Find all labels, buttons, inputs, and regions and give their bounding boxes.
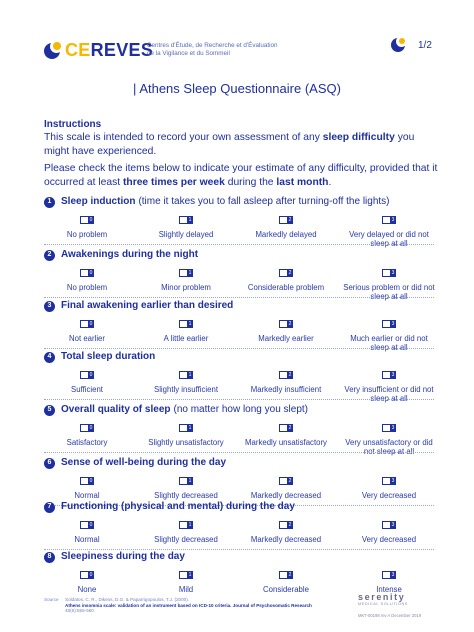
question-header	[44, 249, 434, 261]
answer-checkbox[interactable]	[80, 269, 94, 277]
question-label: Overall quality of sleep	[61, 404, 171, 415]
answer-option[interactable]	[39, 264, 135, 292]
cereves-logo	[44, 40, 153, 61]
question-number-badge: 1	[44, 197, 55, 208]
answer-options	[44, 315, 434, 352]
score-value: 0	[89, 522, 93, 528]
answer-label: Markedly delayed	[255, 230, 317, 239]
answer-label: Slightly delayed	[158, 230, 214, 239]
question-note: (no matter how long you slept)	[173, 404, 308, 415]
answer-label: Much earlier or did not sleep at all	[350, 334, 428, 352]
score-value: 2	[288, 270, 292, 276]
answer-checkbox[interactable]	[382, 371, 396, 379]
question-number-badge: 4	[44, 352, 55, 363]
answer-checkbox[interactable]	[80, 424, 94, 432]
answer-option[interactable]	[341, 472, 437, 500]
answer-option[interactable]	[138, 419, 234, 447]
question-8	[44, 551, 434, 596]
answer-option[interactable]	[39, 315, 135, 343]
answer-label: Very decreased	[361, 535, 417, 544]
question-note: (time it takes you to fall asleep after turning-off the lights)	[138, 196, 390, 207]
answer-checkbox[interactable]	[382, 424, 396, 432]
answer-option[interactable]	[341, 419, 437, 456]
score-value: 1	[188, 425, 192, 431]
score-value: 1	[188, 572, 192, 578]
answer-option[interactable]	[138, 315, 234, 343]
answer-option[interactable]	[138, 472, 234, 500]
question-label: Sleepiness during the day	[61, 551, 185, 562]
answer-checkbox[interactable]	[382, 477, 396, 485]
question-number-badge: 8	[44, 552, 55, 563]
score-value: 1	[188, 372, 192, 378]
answer-option[interactable]	[39, 472, 135, 500]
answer-checkbox[interactable]	[179, 320, 193, 328]
answer-option[interactable]	[341, 366, 437, 403]
score-value: 0	[89, 217, 93, 223]
answer-checkbox[interactable]	[179, 477, 193, 485]
answer-option[interactable]	[39, 366, 135, 394]
answer-option[interactable]	[138, 211, 234, 239]
question-label: Awakenings during the night	[61, 249, 199, 260]
answer-option[interactable]	[138, 516, 234, 544]
answer-option[interactable]	[238, 211, 334, 239]
answer-label: Sufficient	[71, 385, 103, 394]
question-header	[44, 501, 434, 513]
answer-label: Slightly insufficient	[154, 385, 218, 394]
footer-citation: Soldatos, C. R., Dikeos, D.G. & Paparrigopoulos, T.J. (2000). Athens insomnia scale: validation of an instrument based on ICD-10 criteria. Journal of Psychosomatic Research 48(6):555-560	[65, 597, 312, 614]
score-value: 3	[391, 425, 395, 431]
answer-option[interactable]	[238, 264, 334, 292]
serenity-logo: serenity	[358, 592, 406, 602]
answer-checkbox[interactable]	[80, 216, 94, 224]
answer-option[interactable]	[238, 516, 334, 544]
answer-option[interactable]	[39, 516, 135, 544]
answer-checkbox[interactable]	[279, 216, 293, 224]
logo-reves-text: REVES	[90, 40, 154, 60]
score-value: 2	[288, 572, 292, 578]
question-label: Functioning (physical and mental) during the day	[61, 501, 295, 512]
score-value: 0	[89, 270, 93, 276]
answer-label: Not earlier	[69, 334, 105, 343]
answer-checkbox[interactable]	[279, 371, 293, 379]
answer-options	[44, 211, 434, 248]
question-divider	[44, 452, 434, 453]
answer-options	[44, 419, 434, 456]
answer-options	[44, 366, 434, 403]
instructions-paragraph-2: Please check the items below to indicate your estimate of any difficulty, provided that it occurred at least three times per week during the last month.	[44, 163, 438, 188]
question-header	[44, 196, 434, 208]
question-header	[44, 300, 434, 312]
answer-option[interactable]	[341, 516, 437, 544]
answer-checkbox[interactable]	[279, 269, 293, 277]
score-value: 2	[288, 522, 292, 528]
score-value: 2	[288, 372, 292, 378]
answer-label: Considerable	[263, 585, 309, 594]
question-3	[44, 300, 434, 352]
answer-option[interactable]	[341, 211, 437, 248]
answer-checkbox[interactable]	[382, 216, 396, 224]
answer-checkbox[interactable]	[382, 521, 396, 529]
answer-checkbox[interactable]	[279, 320, 293, 328]
question-number-badge: 2	[44, 250, 55, 261]
score-value: 3	[391, 321, 395, 327]
answer-label: Normal	[74, 491, 100, 500]
answer-label: Markedly earlier	[258, 334, 314, 343]
answer-label: Slightly decreased	[154, 535, 218, 544]
score-value: 2	[288, 478, 292, 484]
answer-checkbox[interactable]	[279, 477, 293, 485]
question-6	[44, 457, 434, 502]
score-value: 3	[391, 270, 395, 276]
answer-checkbox[interactable]	[179, 371, 193, 379]
answer-label: A little earlier	[163, 334, 209, 343]
score-value: 0	[89, 425, 93, 431]
answer-option[interactable]	[238, 366, 334, 394]
answer-option[interactable]	[39, 566, 135, 594]
answer-options	[44, 516, 434, 546]
answer-label: No problem	[66, 230, 108, 239]
score-value: 0	[89, 372, 93, 378]
score-value: 3	[391, 372, 395, 378]
answer-option[interactable]	[238, 315, 334, 343]
answer-option[interactable]	[238, 419, 334, 447]
answer-checkbox[interactable]	[179, 571, 193, 579]
logo-ce-text: CE	[65, 40, 91, 60]
answer-option[interactable]	[138, 366, 234, 394]
answer-option[interactable]	[138, 264, 234, 292]
answer-label: Mild	[178, 585, 194, 594]
score-value: 0	[89, 478, 93, 484]
score-value: 3	[391, 217, 395, 223]
answer-option[interactable]	[341, 315, 437, 352]
question-1	[44, 196, 434, 248]
answer-checkbox[interactable]	[279, 521, 293, 529]
answer-checkbox[interactable]	[179, 216, 193, 224]
answer-checkbox[interactable]	[179, 424, 193, 432]
answer-checkbox[interactable]	[382, 320, 396, 328]
score-value: 2	[288, 425, 292, 431]
answer-label: Very delayed or did not sleep at all	[349, 230, 429, 248]
score-value: 1	[188, 478, 192, 484]
answer-checkbox[interactable]	[80, 521, 94, 529]
score-value: 1	[188, 270, 192, 276]
question-2	[44, 249, 435, 301]
score-value: 0	[89, 321, 93, 327]
answer-option[interactable]	[238, 472, 334, 500]
answer-label: Intense	[376, 585, 402, 594]
question-7	[44, 501, 434, 546]
document-reference: MKT-00198 rev A December 2019	[358, 613, 422, 618]
organization-name: Centres d'Étude, de Recherche et d'Évaluation de la Vigilance et du Sommeil	[147, 42, 278, 57]
question-number-badge: 6	[44, 458, 55, 469]
question-label: Sleep induction	[61, 196, 136, 207]
question-divider	[44, 348, 434, 349]
answer-option[interactable]	[341, 566, 437, 594]
instructions-heading: Instructions	[44, 119, 102, 130]
score-value: 2	[288, 321, 292, 327]
question-divider	[44, 549, 434, 550]
serenity-tagline: MEDICAL SOLUTIONS	[358, 602, 408, 606]
answer-label: Markedly decreased	[250, 491, 322, 500]
answer-checkbox[interactable]	[80, 477, 94, 485]
score-value: 2	[288, 217, 292, 223]
score-value: 0	[89, 572, 93, 578]
answer-label: Slightly unsatisfactory	[148, 438, 224, 447]
answer-label: Slightly decreased	[154, 491, 218, 500]
footer-source-label: Source	[44, 597, 59, 602]
answer-label: No problem	[66, 283, 108, 292]
question-divider	[44, 244, 434, 245]
answer-label: Markedly insufficient	[250, 385, 322, 394]
answer-option[interactable]	[39, 419, 135, 447]
question-header	[44, 351, 434, 363]
question-header	[44, 551, 434, 563]
question-header	[44, 457, 434, 469]
answer-label: Satisfactory	[66, 438, 108, 447]
answer-option[interactable]	[238, 566, 334, 594]
score-value: 1	[188, 217, 192, 223]
answer-checkbox[interactable]	[80, 571, 94, 579]
answer-checkbox[interactable]	[382, 571, 396, 579]
answer-checkbox[interactable]	[80, 371, 94, 379]
question-number-badge: 3	[44, 301, 55, 312]
answer-label: Markedly unsatisfactory	[245, 438, 327, 447]
instructions-paragraph-1: This scale is intended to record your own assessment of any sleep difficulty you might have experienced.	[44, 132, 415, 157]
answer-label: Very unsatisfactory or did not sleep at all	[345, 438, 433, 456]
answer-label: Normal	[74, 535, 100, 544]
answer-options	[44, 264, 435, 301]
question-label: Total sleep duration	[61, 351, 156, 362]
answer-label: Markedly decreased	[250, 535, 322, 544]
answer-checkbox[interactable]	[279, 571, 293, 579]
moon-sun-icon	[391, 37, 407, 53]
answer-option[interactable]	[341, 264, 437, 301]
question-number-badge: 5	[44, 405, 55, 416]
score-value: 3	[391, 522, 395, 528]
answer-label: Considerable problem	[247, 283, 325, 292]
score-value: 1	[188, 522, 192, 528]
moon-sun-logo-icon	[44, 42, 62, 60]
answer-label: Very decreased	[361, 491, 417, 500]
answer-label: Very insufficient or did not sleep at all	[344, 385, 434, 403]
answer-label: Minor problem	[161, 283, 211, 292]
answer-checkbox[interactable]	[279, 424, 293, 432]
answer-checkbox[interactable]	[382, 269, 396, 277]
question-label: Final awakening earlier than desired	[61, 300, 234, 311]
answer-option[interactable]	[39, 211, 135, 239]
score-value: 3	[391, 572, 395, 578]
score-value: 1	[188, 321, 192, 327]
page-title: | Athens Sleep Questionnaire (ASQ)	[133, 81, 341, 96]
question-label: Sense of well-being during the day	[61, 457, 227, 468]
answer-options	[44, 472, 434, 502]
question-5	[44, 404, 434, 456]
page-number: 1/2	[418, 40, 432, 51]
question-number-badge: 7	[44, 502, 55, 513]
score-value: 3	[391, 478, 395, 484]
answer-checkbox[interactable]	[179, 269, 193, 277]
question-4	[44, 351, 434, 403]
answer-label: None	[77, 585, 97, 594]
answer-checkbox[interactable]	[179, 521, 193, 529]
question-divider	[44, 399, 434, 400]
question-header	[44, 404, 434, 416]
answer-label: Serious problem or did not sleep at all	[343, 283, 435, 301]
question-divider	[44, 297, 434, 298]
answer-checkbox[interactable]	[80, 320, 94, 328]
answer-option[interactable]	[138, 566, 234, 594]
